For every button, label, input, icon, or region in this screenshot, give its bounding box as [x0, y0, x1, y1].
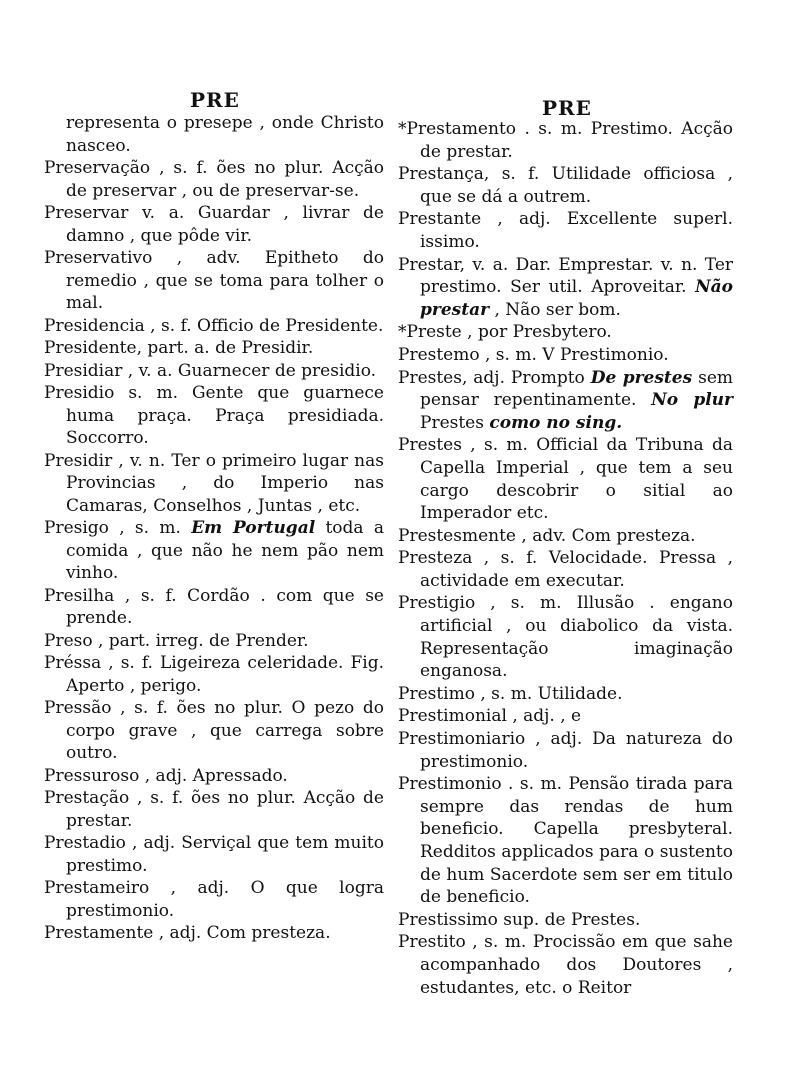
entry-text: Prestissimo sup. de Prestes. [398, 909, 641, 930]
dictionary-entry [398, 705, 733, 728]
entry-text: Preso , part. irreg. de Prender. [44, 630, 309, 651]
dictionary-entry [44, 697, 384, 765]
dictionary-entry [398, 163, 733, 208]
entry-text: Preservar v. a. Guardar , livrar de damno , que pôde vir. [44, 203, 384, 246]
entry-text: Prestimo , s. m. Utilidade. [398, 683, 623, 704]
entry-text: Presilha , s. f. Cordão . com que se prende. [44, 585, 384, 628]
entry-text: Prestante , adj. Excellente superl. issimo. [398, 209, 733, 252]
entry-text: Prestimoniario , adj. Da natureza do prestimonio. [398, 729, 733, 772]
dictionary-entry [398, 208, 733, 253]
dictionary-entry [44, 877, 384, 922]
entry-text: Prestar, v. a. Dar. Emprestar. v. n. Ter prestimo. Ser util. Aproveitar. [398, 254, 733, 298]
entry-text: Preservação , s. f. ões no plur. Acção de preservar , ou de preservar-se. [44, 158, 384, 201]
entry-text: Prestes [420, 412, 490, 433]
left-column [44, 112, 384, 945]
entry-text: Prestemo , s. m. V Prestimonio. [398, 344, 669, 365]
dictionary-entry [398, 547, 733, 592]
dictionary-entry [398, 773, 733, 909]
dictionary-entry [44, 765, 384, 788]
dictionary-entry [44, 630, 384, 653]
entry-text: Pressão , s. f. ões no plur. O pezo do corpo grave , que carrega sobre outro. [44, 698, 384, 763]
entry-text: representa o presepe , onde Christo nasceo. [66, 113, 384, 156]
entry-text: Prestimonio . s. m. Pensão tirada para sempre das rendas de hum beneficio. Capella presbyteral. Redditos applicados para o sustento de hum Sacerdote sem ser em titulo de beneficio. [398, 774, 733, 908]
entry-text: Prestação , s. f. ões no plur. Acção de prestar. [44, 788, 384, 831]
entry-text: Prestimonial , adj. , e [398, 706, 582, 727]
entry-text: *Preste , por Presbytero. [398, 322, 612, 343]
dictionary-entry [44, 382, 384, 450]
entry-text: Prestito , s. m. Procissão em que sahe acompanhado dos Doutores , estudantes, etc. o Reitor [398, 932, 733, 998]
dictionary-entry [398, 592, 733, 682]
entry-text: *Prestamento . s. m. Prestimo. Acção de prestar. [398, 119, 733, 162]
entry-text: sem pensar repentinamente. [420, 367, 733, 411]
entry-italic-text: Em Portugal [191, 518, 316, 538]
entry-text: Prestesmente , adv. Com presteza. [398, 525, 696, 546]
entry-text: Presidio s. m. Gente que guarnece huma praça. Praça presidiada. Soccorro. [44, 383, 384, 448]
entry-text: Prestadio , adj. Serviçal que tem muito prestimo. [44, 833, 384, 876]
dictionary-entry [398, 728, 733, 773]
entry-text: Prestes , s. m. Official da Tribuna da Capella Imperial , que tem a seu cargo descobrir o sitial ao Imperador etc. [398, 435, 733, 524]
entry-text: Presteza , s. f. Velocidade. Pressa , actividade em executar. [398, 548, 733, 591]
left-running-header: PRE [190, 88, 240, 112]
dictionary-entry [44, 922, 384, 945]
entry-text: Prestes, adj. Prompto [398, 367, 591, 388]
dictionary-entry [398, 367, 733, 435]
dictionary-entry [44, 585, 384, 630]
dictionary-entry [44, 450, 384, 518]
right-column [398, 118, 733, 999]
right-running-header: PRE [542, 96, 592, 120]
dictionary-entry [44, 360, 384, 383]
entry-text: Prestamente , adj. Com presteza. [44, 923, 331, 943]
entry-text: Presidente, part. a. de Presidir. [44, 338, 314, 358]
dictionary-entry [44, 517, 384, 585]
dictionary-entry [398, 525, 733, 548]
entry-text: , Não ser bom. [489, 299, 621, 320]
dictionary-entry [44, 652, 384, 697]
entry-italic-text: como no sing. [489, 412, 623, 433]
dictionary-entry [44, 202, 384, 247]
entry-text: Prestança, s. f. Utilidade officiosa , que se dá a outrem. [398, 164, 733, 207]
entry-text: Préssa , s. f. Ligeireza celeridade. Fig. Aperto , perigo. [44, 653, 384, 696]
dictionary-entry [398, 344, 733, 367]
dictionary-entry [398, 254, 733, 322]
entry-text: Presidencia , s. f. Officio de Presidente. [44, 315, 384, 336]
entry-text: Presidiar , v. a. Guarnecer de presidio. [44, 360, 377, 381]
entry-italic-text: De prestes [590, 367, 693, 388]
entry-text: Prestigio , s. m. Illusão . engano artificial , ou diabolico da vista. Representação imaginação enganosa. [398, 593, 733, 682]
dictionary-entry [398, 909, 733, 932]
dictionary-entry [398, 321, 733, 344]
entry-text: Presidir , v. n. Ter o primeiro lugar nas Provincias , do Imperio nas Camaras, Conselhos , Juntas , etc. [44, 450, 384, 516]
dictionary-entry [44, 787, 384, 832]
dictionary-entry [398, 683, 733, 706]
entry-text: toda a comida , que não he nem pão nem vinho. [66, 518, 385, 583]
dictionary-entry [44, 315, 384, 338]
entry-text: Presigo , s. m. [44, 518, 192, 538]
entry-italic-text: No plur [651, 390, 733, 411]
entry-italic-text: Não prestar [420, 277, 733, 320]
entry-text: Pressuroso , adj. Apressado. [44, 765, 288, 786]
entry-text: Prestameiro , adj. O que logra prestimonio. [44, 878, 384, 921]
dictionary-entry [398, 118, 733, 163]
dictionary-entry [44, 247, 384, 315]
entry-text: Preservativo , adv. Epitheto do remedio , que se toma para tolher o mal. [44, 248, 384, 313]
dictionary-entry [44, 337, 384, 360]
dictionary-entry [44, 112, 384, 157]
dictionary-entry [44, 157, 384, 202]
dictionary-entry [398, 434, 733, 524]
dictionary-entry [44, 832, 384, 877]
dictionary-entry [398, 931, 733, 999]
